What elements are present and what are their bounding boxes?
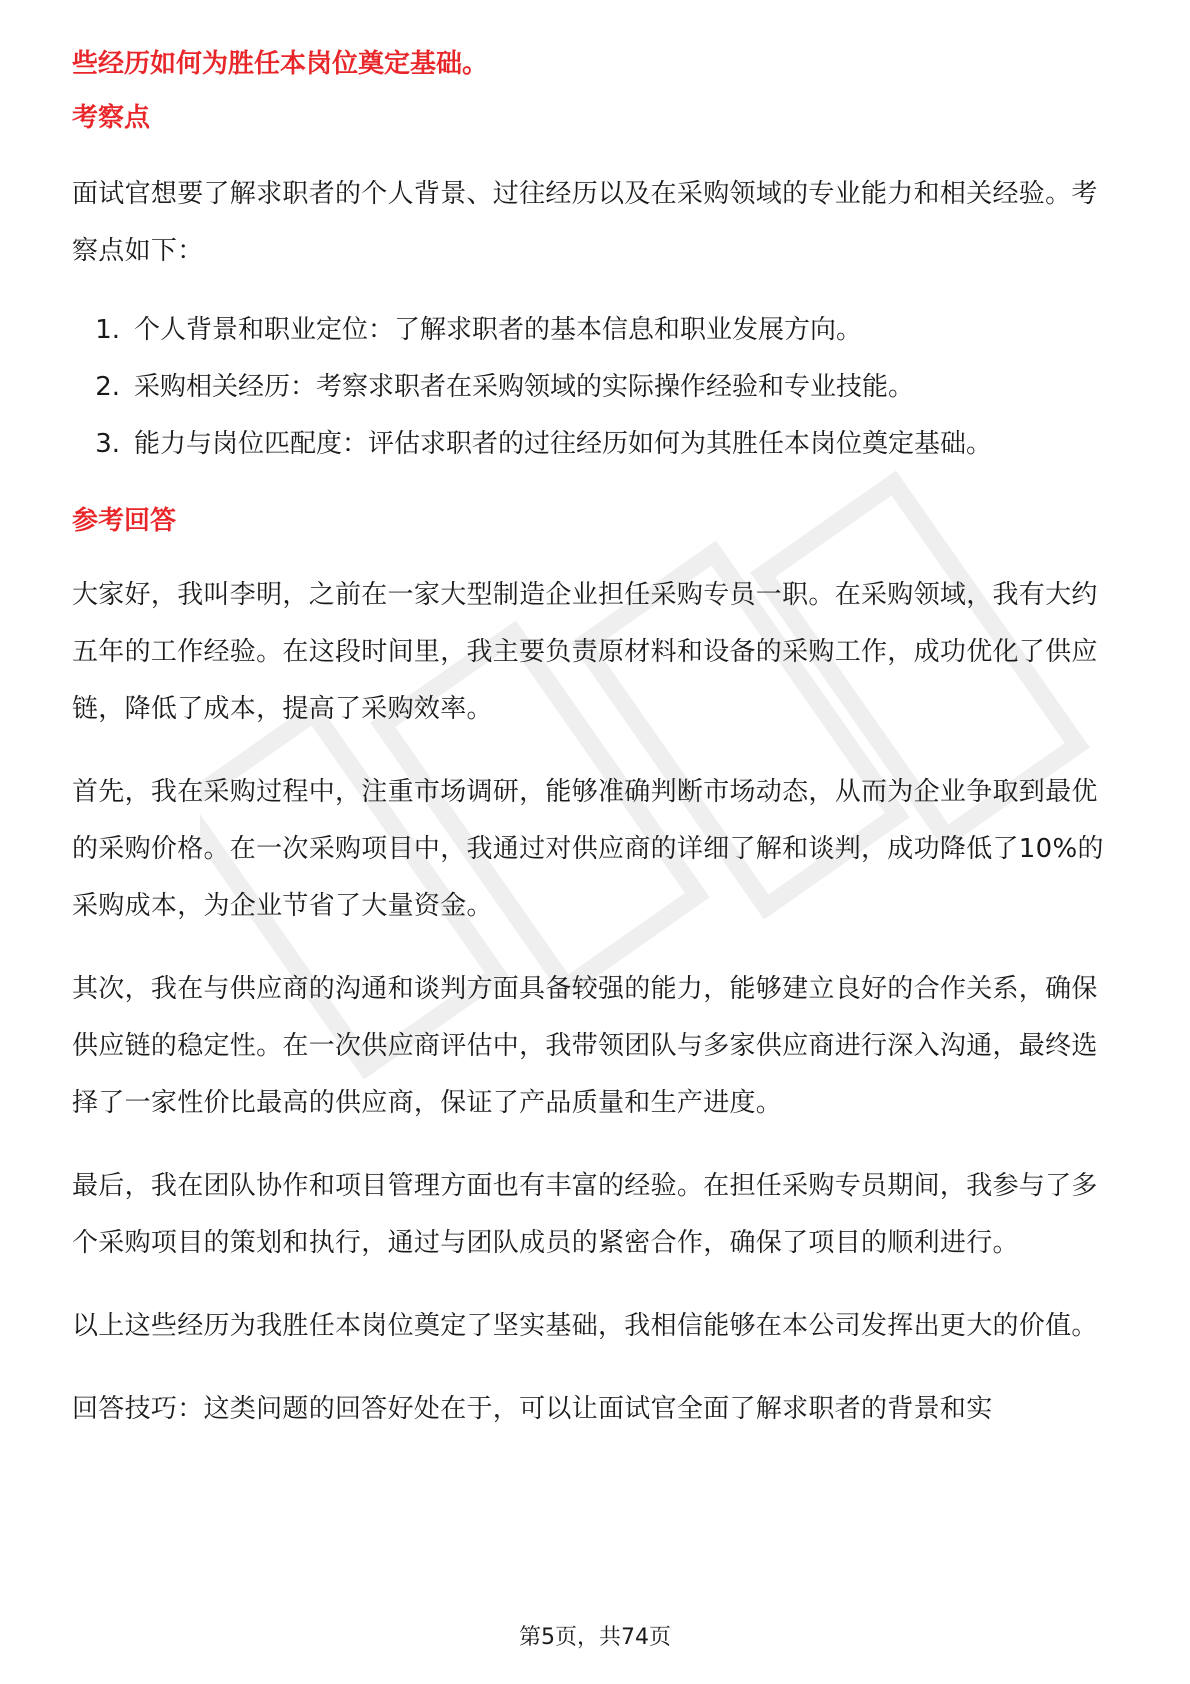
list-item-text: 能力与岗位匹配度：评估求职者的过往经历如何为其胜任本岗位奠定基础。 xyxy=(134,429,993,459)
page-footer: 第5页，共74页 xyxy=(519,1625,671,1650)
answer-paragraph: 首先，我在采购过程中，注重市场调研，能够准确判断市场动态，从而为企业争取到最优的采购价格。在一次采购项目中，我通过对供应商的详细了解和谈判，成功降低了10%的采购成本，为企业节省了大量资金。 xyxy=(72,777,1104,921)
list-item-text: 个人背景和职业定位：了解求职者的基本信息和职业发展方向。 xyxy=(134,315,863,345)
section-title-answer: 参考回答 xyxy=(72,506,177,536)
list-item-number: 2. xyxy=(95,372,120,402)
list-item xyxy=(72,359,1122,416)
list-item-text: 采购相关经历：考察求职者在采购领域的实际操作经验和专业技能。 xyxy=(134,372,915,402)
kaochadian-list xyxy=(72,302,1122,473)
answer-paragraph: 大家好，我叫李明，之前在一家大型制造企业担任采购专员一职。在采购领域，我有大约五年的工作经验。在这段时间里，我主要负责原材料和设备的采购工作，成功优化了供应链，降低了成本，提高了采购效率。 xyxy=(72,580,1098,724)
answer-paragraph: 以上这些经历为我胜任本岗位奠定了坚实基础，我相信能够在本公司发挥出更大的价值。 xyxy=(72,1311,1098,1341)
list-item-number: 3. xyxy=(95,429,120,459)
answer-paragraph: 最后，我在团队协作和项目管理方面也有丰富的经验。在担任采购专员期间，我参与了多个采购项目的策划和执行，通过与团队成员的紧密合作，确保了项目的顺利进行。 xyxy=(72,1171,1098,1258)
list-item xyxy=(72,302,1122,359)
kaochadian-paragraph: 面试官想要了解求职者的个人背景、过往经历以及在采购领域的专业能力和相关经验。考察点如下： xyxy=(72,179,1098,266)
section-title-kaochadian: 考察点 xyxy=(72,103,151,133)
answer-paragraph: 其次，我在与供应商的沟通和谈判方面具备较强的能力，能够建立良好的合作关系，确保供应链的稳定性。在一次供应商评估中，我带领团队与多家供应商进行深入沟通，最终选择了一家性价比最高的供应商，保证了产品质量和生产进度。 xyxy=(72,974,1098,1118)
list-item xyxy=(72,416,1122,473)
list-item-number: 1. xyxy=(95,315,120,345)
answer-paragraph: 回答技巧：这类问题的回答好处在于，可以让面试官全面了解求职者的背景和实 xyxy=(72,1394,993,1424)
intro-line: 些经历如何为胜任本岗位奠定基础。 xyxy=(72,49,489,79)
document-body xyxy=(72,44,1122,1438)
